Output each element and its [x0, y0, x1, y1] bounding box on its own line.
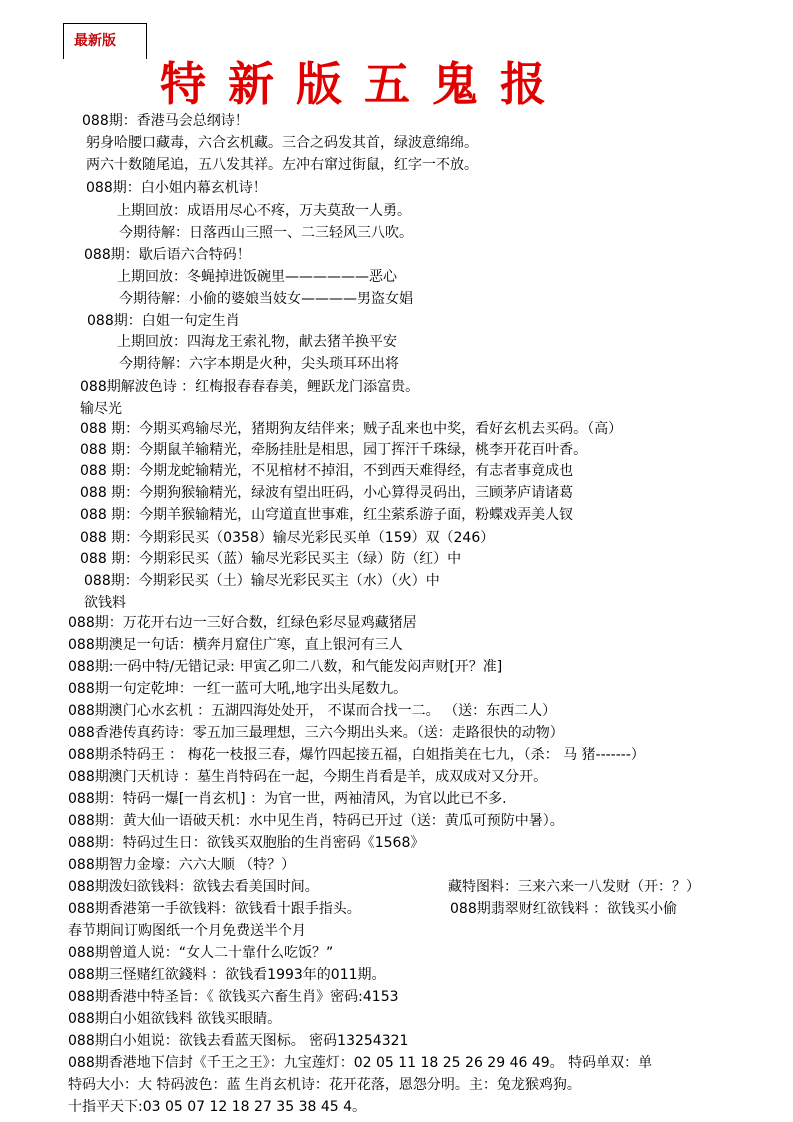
text-line: 特码大小：大 特码波色：蓝 生肖玄机诗：花开花落，恩怨分明。主：兔龙猴鸡狗。 — [68, 1077, 581, 1093]
text-line: 088期：白姐一句定生肖 — [87, 313, 240, 329]
text-line: 088期泼妇欲钱料：欲钱去看美国时间。 — [68, 879, 319, 895]
text-line: 088 期：今期鼠羊输精光，牵肠挂肚是相思，园丁挥汗千珠绿，桃李开花百叶香。 — [80, 442, 588, 458]
text-line: 088期香港地下信封《千王之王》：九宝莲灯：02 05 11 18 25 26 29 46 49。 特码单双：单 — [68, 1055, 653, 1071]
section-heading: 输尽光 — [80, 401, 122, 417]
text-line: 088 期：今期彩民买（0358）输尽光彩民买单（159）双（246） — [80, 530, 495, 546]
text-line: 今期待解：小偷的婆娘当妓女————男盗女娼 — [119, 291, 413, 307]
text-line: 088期解波色诗 ：红梅报春春春美，鲤跃龙门添富贵。 — [80, 379, 420, 395]
text-line: 今期待解：六字本期是火种，尖头琐耳环出将 — [119, 356, 399, 372]
text-line: 两六十数随尾追，五八发其祥。左冲右窜过街鼠，红字一不放。 — [86, 157, 478, 173]
text-line: 088 期：今期龙蛇输精光，不见棺材不掉泪，不到西天难得经，有志者事竟成也 — [80, 463, 574, 479]
text-line: 躬身哈腰口藏毒，六合玄机藏。三合之码发其首，绿波意绵绵。 — [86, 135, 478, 151]
text-line: 088期智力金壕：六六大顺 （特？） — [68, 857, 296, 873]
section-heading: 欲钱料 — [84, 595, 126, 611]
text-line: 088期一句定乾坤：一红一蓝可大吼,地字出头尾数九。 — [68, 681, 408, 697]
text-line: 088期曾道人说：“女人二十靠什么吃饭？” — [68, 945, 334, 961]
text-line: 088期：万花开右边一三好合数，红绿色彩尽显鸡藏猪居 — [68, 615, 417, 631]
edition-badge — [63, 23, 147, 59]
text-line: 088期翡翠财红欲钱料 ：欲钱买小偷 — [450, 901, 678, 917]
text-line: 088期三怪赌红欲錢料 ：欲钱看1993年的011期。 — [68, 967, 386, 983]
text-line: 十指平天下:03 05 07 12 18 27 35 38 45 4。 — [68, 1099, 367, 1115]
text-line: 088期：白小姐内幕玄机诗！ — [86, 180, 267, 196]
text-line: 088 期：今期狗猴输精光，绿波有望出旺码，小心算得灵码出，三顾茅庐请诸葛 — [80, 485, 574, 501]
text-line: 上期回放：成语用尽心不疼，万夫莫敌一人勇。 — [117, 203, 411, 219]
text-line: 088 期：今期羊猴输精光，山穹道直世事难，红尘萦系游子面，粉蝶戏弄美人钗 — [80, 507, 574, 523]
text-line: 088 期：今期彩民买（蓝）输尽光彩民买主（绿）防（红）中 — [80, 551, 462, 567]
text-line: 088期杀特码王 ： 梅花一枝报三春，爆竹四起接五福，白姐指美在七九，（杀： 马 猪-------） — [68, 747, 645, 763]
text-line: 088期：歇后语六合特码！ — [84, 247, 251, 263]
text-line: 上期回放：四海龙王索礼物，献去猪羊换平安 — [117, 334, 397, 350]
text-line: 088期：特码一爆[一肖玄机] ：为官一世，两袖清风，为官以此已不多. — [68, 791, 507, 807]
text-line: 088 期：今期买鸡输尽光，猪期狗友结伴来；贼子乱来也中奖，看好玄机去买码。（高） — [80, 421, 623, 437]
edition-badge-label: 最新版 — [74, 33, 116, 49]
text-line: 088期：特码过生日：欲钱买双胞胎的生肖密码《1568》 — [68, 835, 425, 851]
text-line: 088期:一码中特/无错记录: 甲寅乙卯二八数，和气能发闷声财[开？准] — [68, 659, 503, 675]
text-line: 088期香港中特圣旨：《 欲钱买六畜生肖》密码:4153 — [68, 989, 399, 1005]
text-line: 藏特图料：三来六来一八发财（开：？） — [448, 879, 700, 895]
text-line: 上期回放：冬蝇掉进饭碗里——————恶心 — [117, 269, 397, 285]
text-line: 088期：香港马会总纲诗！ — [82, 113, 249, 129]
text-line: 088期澳门天机诗 ：墓生肖特码在一起，今期生肖看是羊，成双成对又分开。 — [68, 769, 548, 785]
text-line: 088期白小姐说：欲钱去看蓝天图标。 密码13254321 — [68, 1033, 409, 1049]
text-line: 088期澳足一句话：横奔月窟住广寒，直上银河有三人 — [68, 637, 403, 653]
text-line: 088期白小姐欲钱料 欲钱买眼睛。 — [68, 1011, 282, 1027]
text-line: 春节期间订购图纸一个月免费送半个月 — [68, 923, 306, 939]
text-line: 088期：黄大仙一语破天机：水中见生肖，特码已开过（送：黄瓜可预防中暑）。 — [68, 813, 564, 829]
text-line: 088期澳门心水玄机 ：五湖四海处处开， 不谋而合找一二。 （送：东西二人） — [68, 703, 557, 719]
text-line: 今期待解：日落西山三照一、二三轻风三八吹。 — [119, 225, 413, 241]
text-line: 088香港传真药诗：零五加三最理想，三六今期出头来。（送：走路很快的动物） — [68, 725, 564, 741]
text-line: 088期香港第一手欲钱料：欲钱看十跟手指头。 — [68, 901, 361, 917]
text-line: 088期：今期彩民买（土）输尽光彩民买主（水）（火）中 — [84, 573, 440, 589]
page-title: 特新版五鬼报 — [160, 57, 568, 111]
